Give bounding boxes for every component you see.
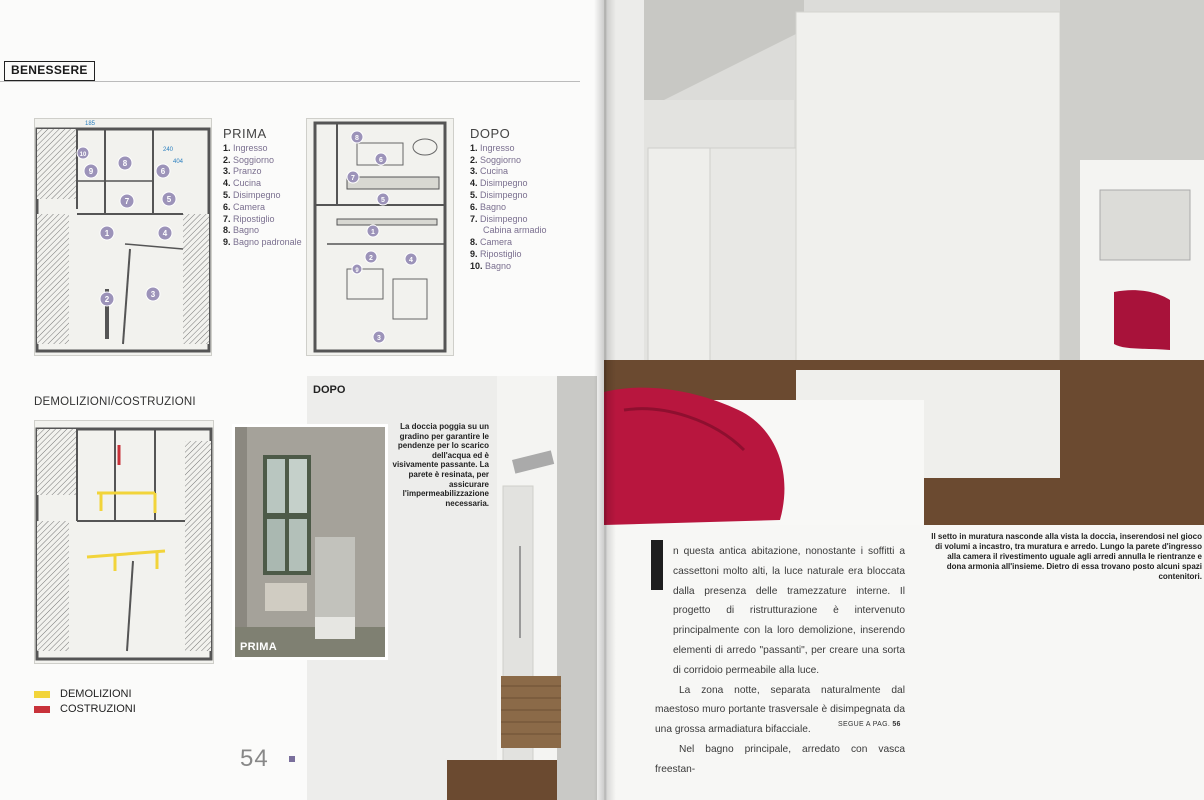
demolizioni-title: DEMOLIZIONI/COSTRUZIONI	[34, 396, 196, 408]
caption-shower: La doccia poggia su un gradino per garantire le pendenze per lo scarico dell'acqua ed è visivamente passante. La parete è resinata, per assicurare l'impermeabilizzazione necessaria.	[392, 422, 489, 508]
svg-text:3: 3	[150, 290, 156, 299]
legend-item: 4. Cucina	[223, 178, 262, 189]
legend-dopo	[470, 128, 547, 273]
legend-item: 7. Disimpegno	[470, 213, 528, 224]
legend-item: 9. Bagno padronale	[223, 237, 302, 248]
legend-prima-title: PRIMA	[223, 126, 267, 141]
page-number-square	[289, 756, 295, 762]
svg-text:7: 7	[124, 197, 130, 206]
legend-item: 6. Bagno	[470, 201, 507, 212]
page-number: 54	[240, 745, 269, 772]
swatch-demolizioni	[34, 691, 50, 698]
svg-text:2: 2	[369, 255, 373, 262]
legend-item: 2. Soggiorno	[470, 154, 522, 165]
legend-prima	[223, 128, 302, 249]
legend-dopo-title: DOPO	[470, 126, 511, 141]
legend-item: 9. Ripostiglio	[470, 248, 522, 259]
photo-prima-frame	[232, 424, 388, 660]
continued-note: SEGUE A PAG. 56	[838, 721, 901, 728]
legend-item: Cabina armadio	[483, 225, 547, 236]
legend-item: 6. Camera	[223, 201, 266, 212]
section-tag: BENESSERE	[4, 61, 95, 81]
svg-text:404: 404	[173, 159, 184, 165]
svg-text:7: 7	[351, 175, 355, 182]
photo-bedroom	[604, 0, 1204, 525]
legend-item: 1. Ingresso	[223, 142, 268, 153]
swatch-costruzioni	[34, 706, 50, 713]
article-paragraph: La zona notte, separata naturalmente dal maestoso muro portante trasversale è disimpegnata da una grossa armadiatura bifacciale.	[655, 684, 905, 736]
dim-label: 185	[85, 121, 96, 127]
svg-text:6: 6	[160, 167, 166, 176]
floor-plan-demolizioni	[34, 420, 214, 664]
svg-text:8: 8	[122, 159, 128, 168]
legend-costruzioni: COSTRUZIONI	[34, 703, 136, 715]
floor-plan-prima	[34, 118, 212, 356]
svg-text:4: 4	[162, 229, 168, 238]
svg-text:1: 1	[371, 229, 375, 236]
svg-text:5: 5	[166, 195, 172, 204]
caption-bedroom: Il setto in muratura nasconde alla vista la doccia, inserendosi nel gioco di volumi a incastro, tra muratura e arredo. Lungo la parete d'ingresso alla camera il rivestimento uguale agli arredi annulla le rientranze e dona armonia all'insieme. Dietro di essa trovano posto alcuni spazi contenitori.	[931, 532, 1202, 581]
legend-item: 5. Disimpegno	[470, 189, 528, 200]
svg-text:3: 3	[377, 335, 381, 342]
legend-item: 8. Camera	[470, 237, 513, 248]
legend-item: 5. Disimpegno	[223, 189, 281, 200]
svg-text:240: 240	[163, 147, 174, 153]
floor-plan-dopo	[306, 118, 454, 356]
svg-text:6: 6	[379, 157, 383, 164]
legend-item: 3. Cucina	[470, 166, 509, 177]
svg-text:1: 1	[104, 229, 110, 238]
legend-item: 3. Pranzo	[223, 166, 262, 177]
legend-item: 8. Bagno	[223, 225, 260, 236]
legend-item: 10. Bagno	[470, 260, 512, 271]
svg-text:9: 9	[355, 268, 359, 274]
legend-item: 1. Ingresso	[470, 142, 515, 153]
legend-demolizioni: DEMOLIZIONI	[34, 688, 132, 700]
continued-page: 56	[892, 721, 901, 728]
page-gutter	[594, 0, 616, 800]
article-body	[655, 542, 905, 780]
header-rule	[0, 81, 580, 82]
article-paragraph: Nel bagno principale, arredato con vasca freestan-	[655, 743, 905, 775]
photo-label-prima: PRIMA	[240, 641, 277, 653]
svg-text:9: 9	[88, 167, 94, 176]
svg-text:4: 4	[409, 257, 413, 264]
legend-item: 4. Disimpegno	[470, 178, 528, 189]
svg-text:2: 2	[104, 295, 110, 304]
photo-prima	[235, 427, 385, 657]
svg-text:10: 10	[79, 152, 87, 158]
photo-label-dopo: DOPO	[313, 384, 346, 396]
svg-text:8: 8	[355, 135, 359, 142]
legend-item: 7. Ripostiglio	[223, 213, 275, 224]
legend-item: 2. Soggiorno	[223, 154, 275, 165]
svg-text:5: 5	[381, 197, 385, 204]
article-paragraph: n questa antica abitazione, nonostante i soffitti a cassettoni molto alti, la luce naturale era bloccata dalla presenza delle tramezzature interne. Il progetto di ristrutturazione è intervenuto principalmente con la loro demolizione, inserendo elementi di arredo "passanti", per creare una sorta di corridoio permeabile alla luce.	[673, 546, 905, 676]
